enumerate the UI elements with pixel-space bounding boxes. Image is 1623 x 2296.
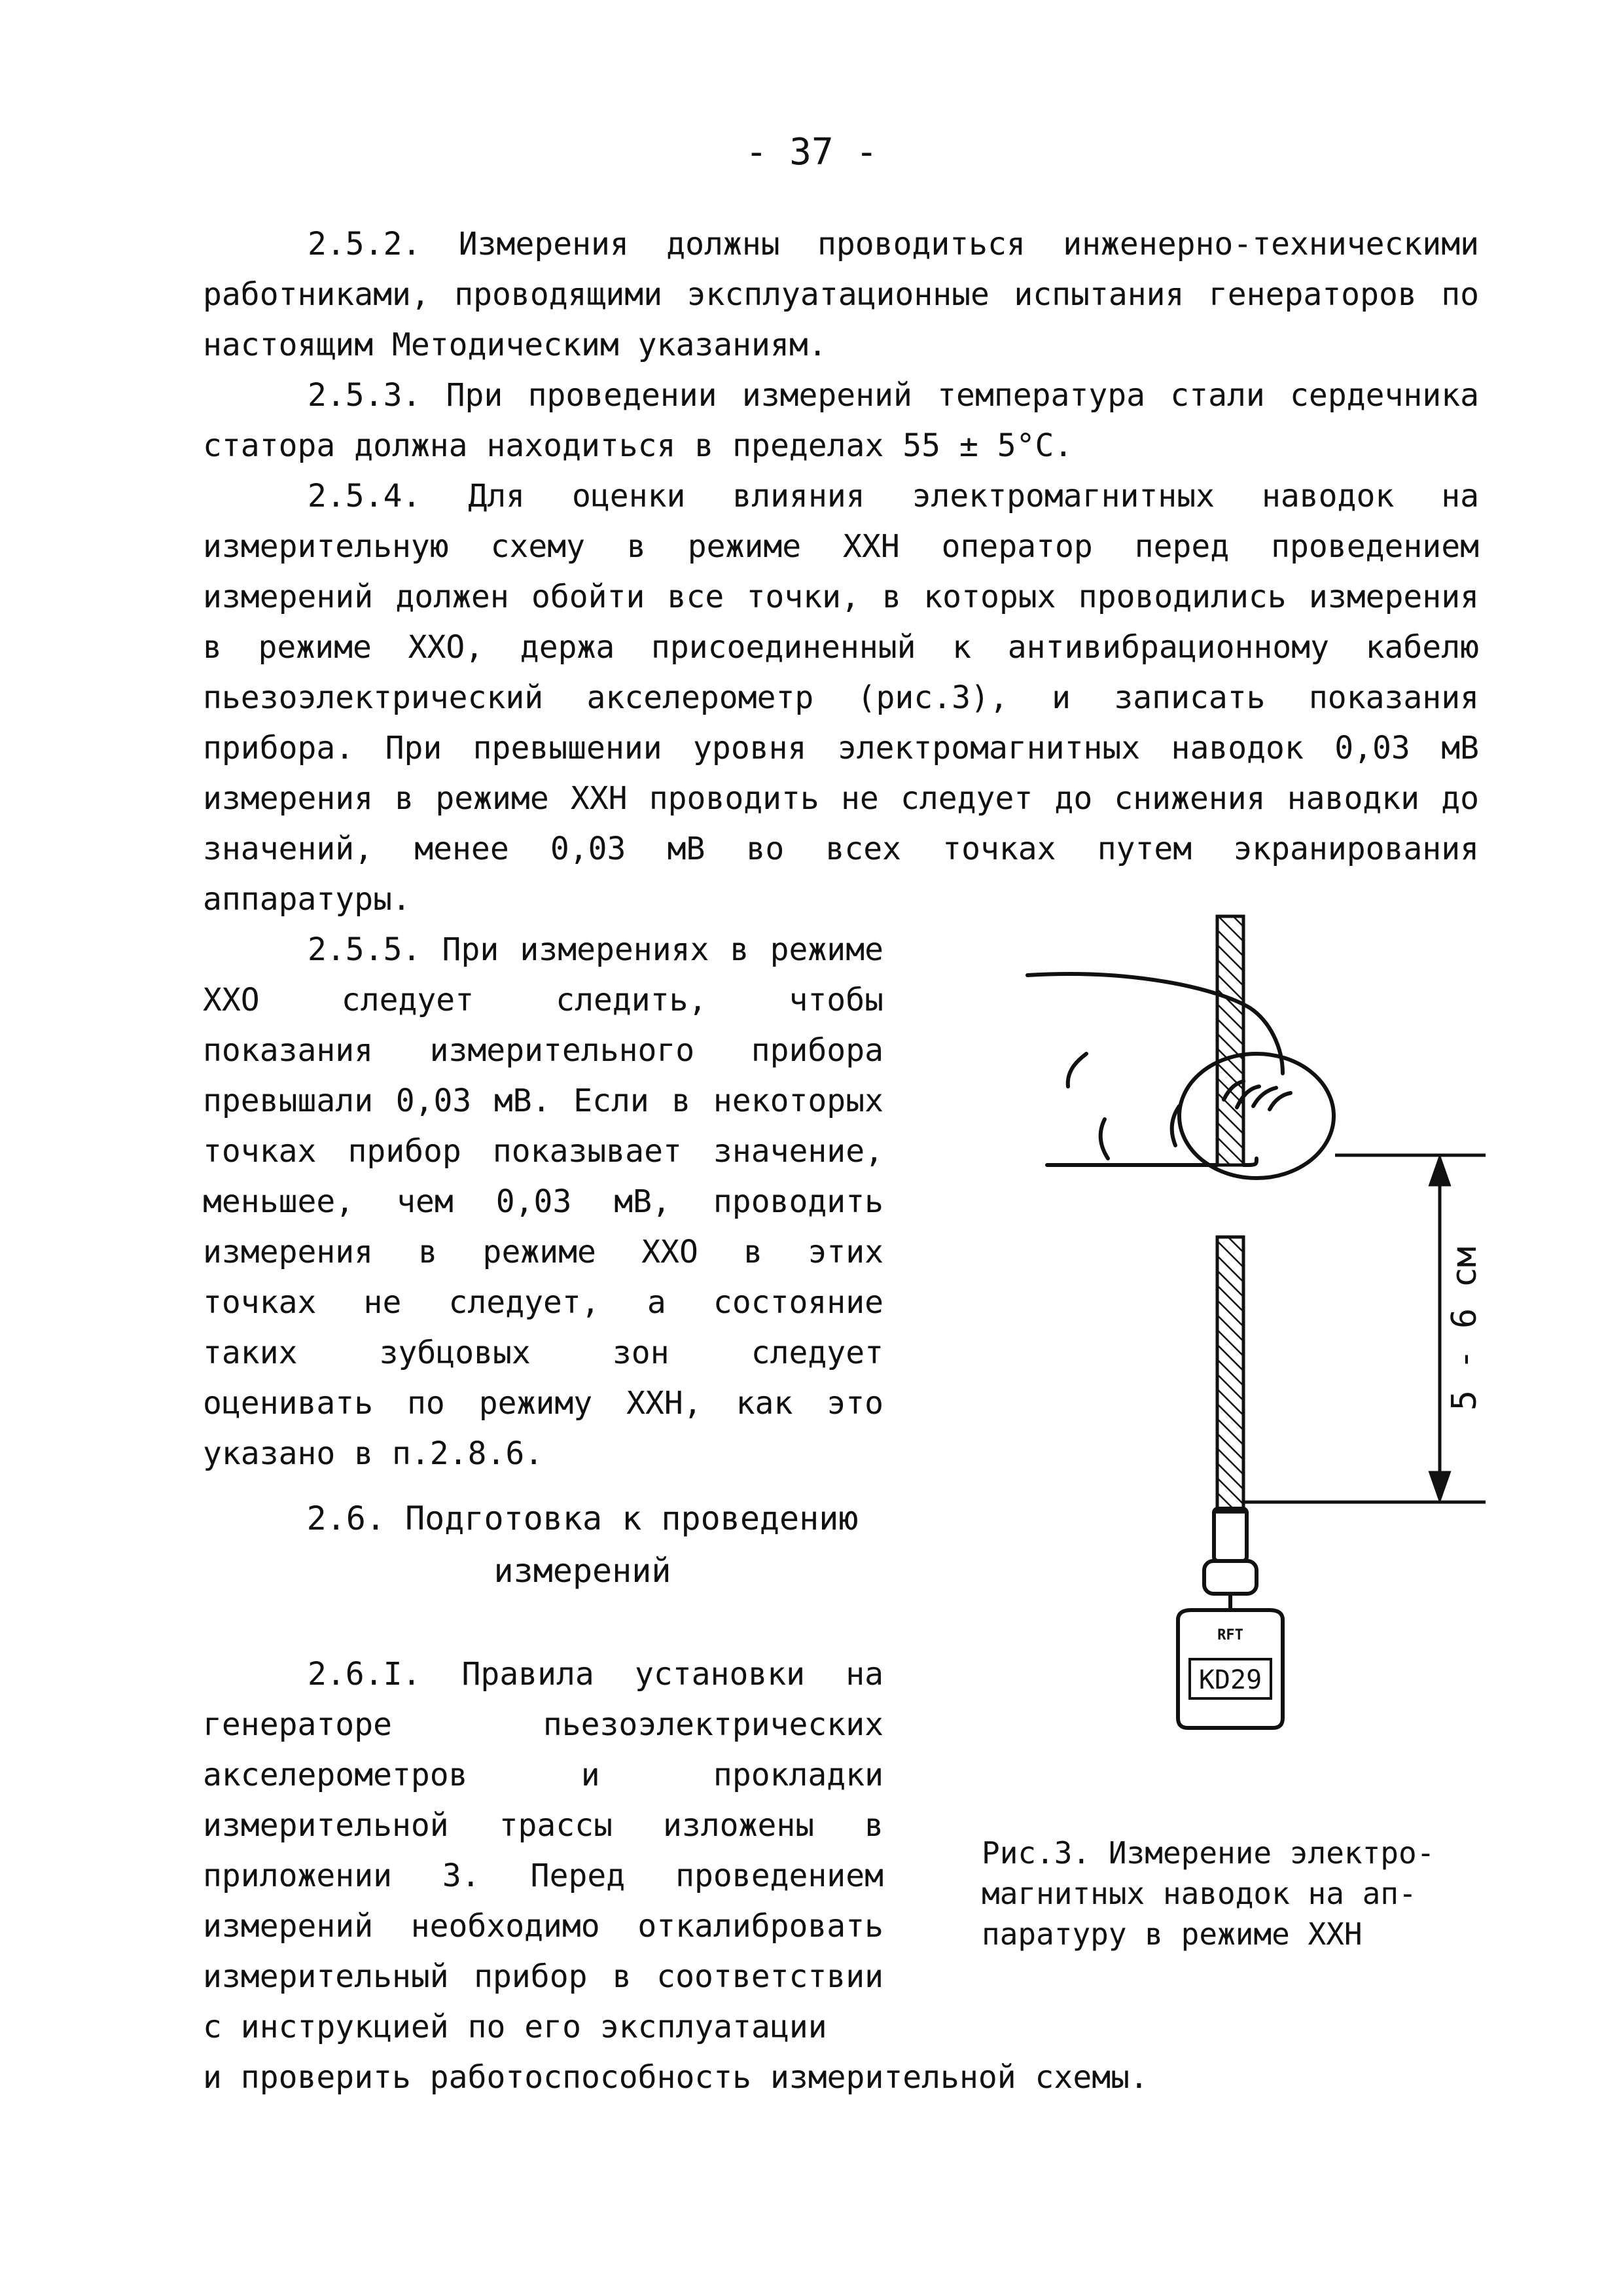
paragraph-2-5-3: 2.5.3. При проведении измерений температура стали сердечника статора должна находиться в пределах 55 ± 5°С. <box>203 377 1479 464</box>
paragraph-2-5-2: 2.5.2. Измерения должны проводиться инженерно-техническими работниками, проводящими эксплуатационные испытания генераторов по настоящим Методическим указаниям. <box>203 226 1479 363</box>
paragraph-2-6-1: 2.6.I. Правила установки на генераторе пьезоэлектрических акселерометров и прокладки измерительной трассы изложены в приложении 3. Перед проведением измерений необходимо откалибровать измерительный прибор в соответствии с инструкцией по его эксплуатации <box>203 1656 883 2045</box>
cable-lower <box>1217 1237 1243 1512</box>
accelerometer-brand-label: RFT <box>1217 1627 1243 1643</box>
paragraph-2-5-4: 2.5.4. Для оценки влияния электромагнитных наводок на измерительную схему в режиме ХХН оператор перед проведением измерений должен обойти все точки, в которых проводились измерения в режиме ХХО, держа присоединенный к антивибрационному кабелю пьезоэлектрический акселерометр (рис.3), и записать показания прибора. При превышении уровня электромагнитных наводок 0,03 мВ измерения в режиме ХХН проводить не следует до снижения наводки до значений, менее 0,03 мВ во всех точках путем экранирования аппаратуры. <box>203 478 1479 918</box>
cable-upper <box>1217 916 1243 1165</box>
connector <box>1204 1509 1257 1610</box>
figure-caption <box>982 1833 1505 1954</box>
figure-caption-line1: Рис.3. Измерение электро- <box>982 1835 1435 1871</box>
section-heading-line1: 2.6. Подготовка к проведению <box>306 1499 859 1537</box>
section-heading-2-6 <box>288 1492 877 1597</box>
accelerometer-model-label: KD29 <box>1198 1665 1262 1695</box>
paragraph-2-5-5: 2.5.5. При измерениях в режиме ХХО следует следить, чтобы показания измерительного прибора превышали 0,03 мВ. Если в некоторых точках прибор показывает значение, меньшее, чем 0,03 мВ, проводить измерения в режиме ХХО в этих точках не следует, а состояние таких зубцовых зон следует оценивать по режиму ХХН, как это указано в п.2.8.6. <box>203 931 883 1472</box>
paragraph-2-6-1-tail: и проверить работоспособность измерительной схемы. <box>203 2059 1149 2096</box>
page-number: - 37 - <box>745 131 878 173</box>
section-heading-line2: измерений <box>493 1552 671 1590</box>
dimension-label: 5 - 6 см <box>1445 1246 1484 1411</box>
figure-accelerometer-illustration <box>916 897 1505 1774</box>
figure-caption-line3: паратуру в режиме ХХН <box>982 1916 1363 1952</box>
figure-caption-line2: магнитных наводок на ап- <box>982 1876 1417 1911</box>
finger-illustration <box>1027 974 1334 1178</box>
